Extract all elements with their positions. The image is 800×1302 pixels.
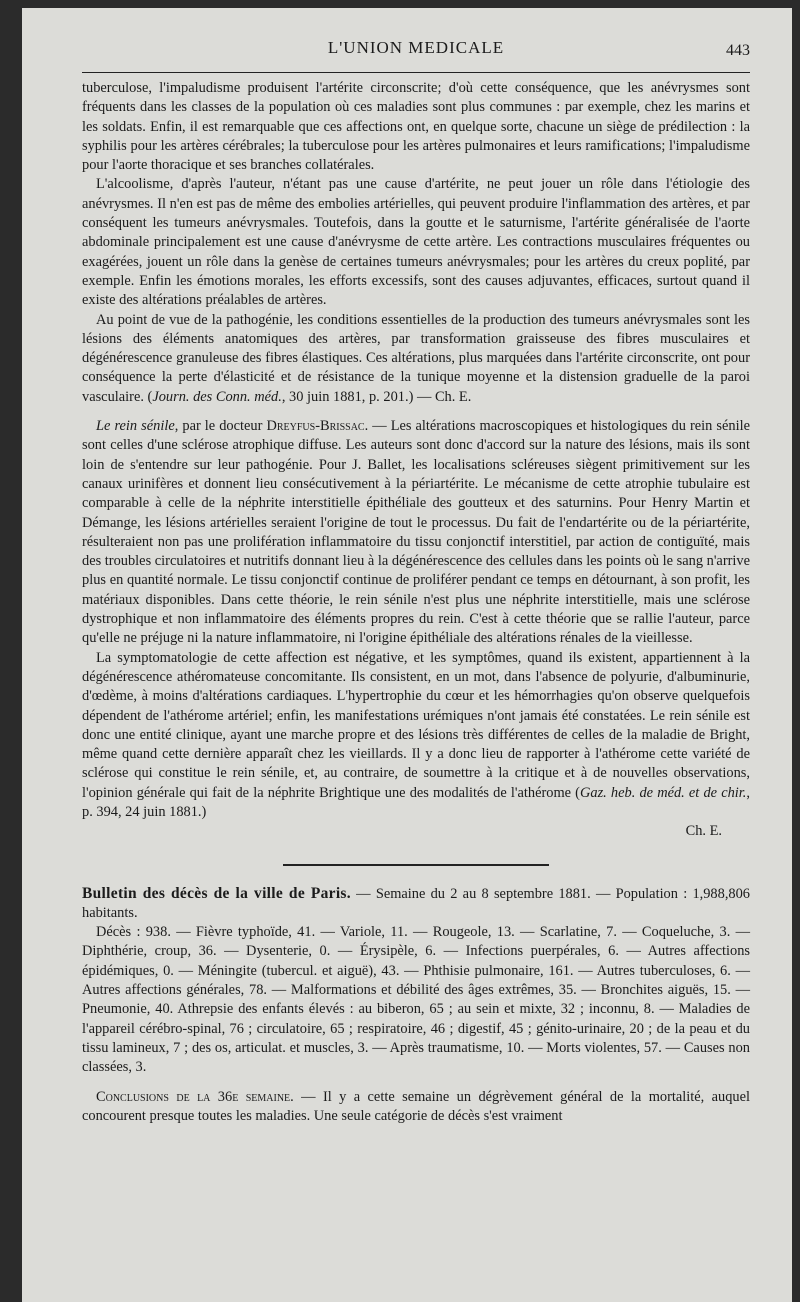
paragraph-text: — Il y a cette semaine un dégrèvement général de la mortalité, auquel concourent presque toutes les maladies. Une seule catégorie de décès s'est vraiment (82, 1088, 751, 1124)
paragraph (82, 884, 750, 924)
paragraph: tuberculose, l'impaludisme produisent l'artérite circonscrite; d'où cette conséquence, que les anévrysmes sont fréquents dans les classes de la population où ces maladies sont plus communes : par exemple, chez les marins et les soldats. Enfin, il est remarquable que ces affections ont, en quelque sorte, chacune un siège de prédilection : la syphilis pour les artères cérébrales; la tuberculose pour les artères pulmonaires et leurs ramifications; l'impaludisme pour l'aorte thoracique et ses branches collatérales. (82, 80, 750, 174)
paragraph: L'alcoolisme, d'après l'auteur, n'étant pas une cause d'artérite, ne peut jouer un rôle dans l'étiologie des anévrysmes. Il n'en est pas de même des embolies artérielles, qui peuvent produire l'inflammation des artères, et par conséquent les tumeurs anévrysmales. Toutefois, dans la goutte et le saturnisme, l'artérite généralisée de l'aorte abdominale principalement est une cause d'anévrysme de cette artère. Les contractions musculaires fréquentes ou exagérées, jouent un rôle dans la genèse de certaines tumeurs anévrysmales; pour les artères du creux poplité, par exemple. Enfin les émotions morales, les efforts excessifs, sont des causes adjuvantes, efficaces, surtout quand il existe des altérations préalables de artères. (82, 176, 750, 309)
journal-citation: Journ. des Conn. méd. (152, 388, 282, 405)
paragraph (82, 311, 750, 407)
citation-date: , p. 394, 24 juin 1881.) (82, 784, 750, 820)
bulletin-intro: — Semaine du 2 au 8 septembre 1881. — Population : 1,988,806 habitants. (82, 885, 751, 921)
paragraph-text: . — Les altérations macroscopiques et histologiques du rein sénile sont celles d'une sclérose atrophique diffuse. Les auteurs sont donc d'accord sur la nature des lésions, mais ils sont loin de s'entendre sur leur pathogénie. Pour J. Ballet, les localisations scléreuses siègent primitivement sur les canaux urinifères et donnent lieu consécutivement à la périartérite. Le mécanisme de cette atrophie tubulaire est comparable à celle de la néphrite interstitielle épithéliale des goutteux et des saturnins. Pour Henry Martin et Démange, les lésions artérielles seraient l'origine de tout le processus. Du fait de l'endartérite ou de la périartérite, résulteraient non pas une prolifération inflammatoire du tissu conjonctif interstitiel, par action de contiguïté, mais des troubles circulatoires et nutritifs donnant lieu à la dégénérescence des cellules dans les points où le sang n'arrive plus en quantité normale. Le tissu conjonctif continue de proliférer pendant ce temps en détournant, à son profit, les matériaux disponibles. Dans cette théorie, le rein sénile n'est plus une néphrite interstitielle, mais une sclérose dystrophique et non inflammatoire des éléments propres du rein. C'est à cette théorie que se rallie l'auteur, parce qu'elle ne préjuge ni la nature inflammatoire, ni l'origine épithéliale des altérations rénales de la vieillesse. (82, 418, 750, 647)
conclusions-label: Conclusions de la 36e semaine. (96, 1088, 294, 1105)
page (22, 8, 792, 1302)
running-title: L'UNION MEDICALE (327, 38, 505, 57)
page-number: 443 (726, 42, 750, 59)
paragraph (82, 1088, 750, 1127)
byline: , par le docteur (174, 418, 267, 435)
page-header (82, 38, 750, 68)
paragraph-text: Au point de vue de la pathogénie, les conditions essentielles de la production des tumeurs anévrysmales sont les lésions des éléments anatomiques des artères, par transformation graisseuse des fibres musculaires et dégénérescence granuleuse des fibres élastiques. Ces altérations, plus marquées dans l'artérite circonscrite, ont pour conséquence la perte d'élasticité et de résistance de la tunique moyenne et la distension graduelle de la paroi vasculaire. ( (82, 311, 750, 405)
spacer (82, 407, 750, 417)
article-title: Le rein sénile (96, 418, 175, 435)
paragraph-text: La symptomatologie de cette affection est négative, et les symptômes, quand ils existent, appartiennent à la dégénérescence athéromateuse concomitante. Ils consistent, en un mot, dans l'absence de polyurie, d'albuminurie, d'œdème, à moins d'altérations cardiaques. L'hypertrophie du cœur et les hémorrhagies qu'on observe quelquefois dépendent de l'athérome artériel; enfin, les manifestations urémiques n'ont jamais été constatées. Le rein sénile est donc une entité clinique, ayant une marche propre et des lésions très différentes de celles de la maladie de Bright, même quand cette dernière apparaît chez les vieillards. Il y a donc lieu de rapporter à l'athérome cette variété de sclérose qui constitue le rein sénile, et, au contraire, de soumettre à la critique et à de nouvelles observations, l'opinion générale qui fait de la néphrite Brightique une des modalités de l'athérome ( (82, 649, 750, 801)
journal-citation: Gaz. heb. de méd. et de chir. (579, 784, 747, 801)
citation-date: , 30 juin 1881, p. 201.) — Ch. E. (281, 388, 472, 405)
paragraph (82, 649, 750, 823)
section-separator (283, 864, 549, 866)
header-rule (82, 72, 750, 73)
bulletin-title: Bulletin des décès de la ville de Paris. (82, 884, 351, 902)
body-text (82, 79, 750, 1126)
paragraph: Décès : 938. — Fièvre typhoïde, 41. — Variole, 11. — Rougeole, 13. — Scarlatine, 7. — Coqueluche, 3. — Diphthérie, croup, 36. — Dysenterie, 0. — Érysipèle, 6. — Infections puerpérales, 6. — Autres affections épidémiques, 0. — Méningite (tubercul. et aiguë), 43. — Phthisie pulmonaire, 161. — Autres tuberculoses, 6. — Autres affections générales, 78. — Malformations et débilité des âges extrêmes, 35. — Bronchites aiguës, 15. — Pneumonie, 40. Athrepsie des enfants élevés : au biberon, 65 ; au sein et mixte, 32 ; inconnu, 8. — Maladies de l'appareil cérébro-spinal, 76 ; circulatoire, 65 ; respiratoire, 46 ; digestif, 45 ; génito-urinaire, 20 ; de la peau et du tissu lamineux, 7 ; des os, articulat. et muscles, 3. — Après traumatisme, 10. — Morts violentes, 57. — Causes non classées, 3. (82, 924, 750, 1076)
spacer (82, 1078, 750, 1088)
signature: Ch. E. (685, 823, 722, 840)
author-name: Dreyfus-Brissac (266, 418, 365, 435)
paragraph (82, 417, 750, 649)
